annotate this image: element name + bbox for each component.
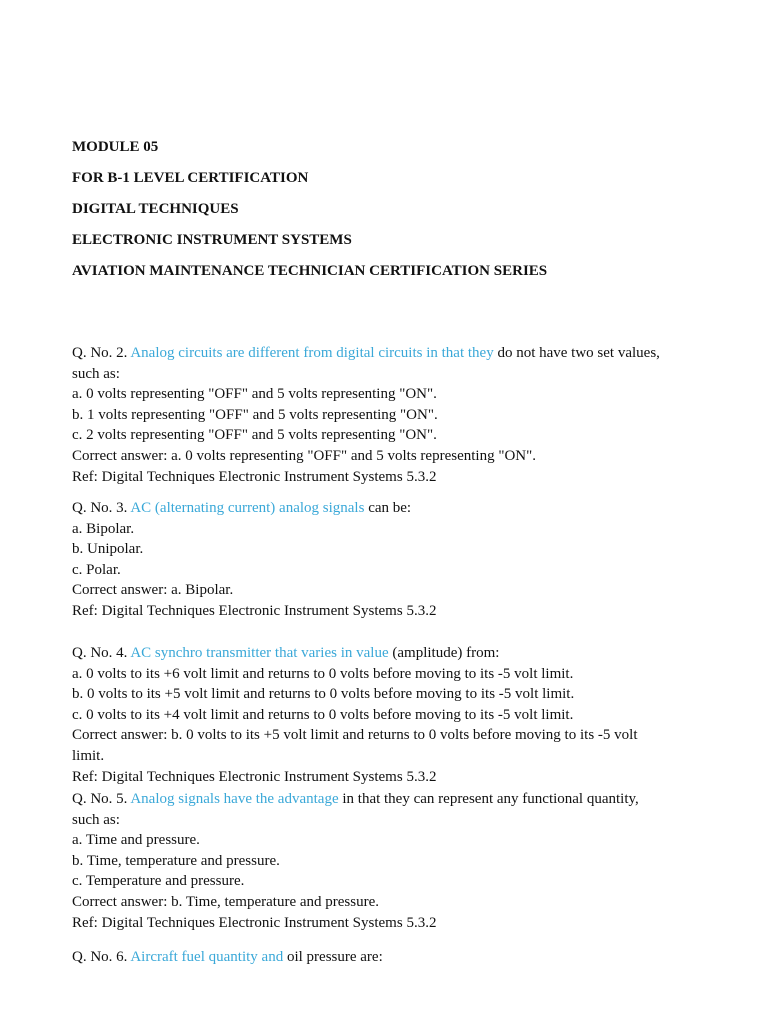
heading-topic: ELECTRONIC INSTRUMENT SYSTEMS [72,232,352,248]
question-4-ref: Ref: Digital Techniques Electronic Instrument Systems 5.3.2 [72,768,437,785]
question-5-stem-cont: such as: [72,811,120,828]
question-5-link[interactable]: Analog signals have the advantage [130,791,339,807]
question-5-option-b: b. Time, temperature and pressure. [72,852,280,869]
question-2-ref: Ref: Digital Techniques Electronic Instrument Systems 5.3.2 [72,468,437,485]
question-3-link[interactable]: AC (alternating current) analog signals [130,500,365,516]
question-2-answer: Correct answer: a. 0 volts representing "OFF" and 5 volts representing "ON". [72,447,536,464]
question-2-option-a: a. 0 volts representing "OFF" and 5 volts representing "ON". [72,386,437,403]
question-4-stem-rest: (amplitude) from: [388,645,500,661]
question-6-link[interactable]: Aircraft fuel quantity and [130,949,284,965]
heading-module: MODULE 05 [72,139,159,155]
question-4-number: Q. No. 4. [72,645,131,661]
question-4 [72,643,722,787]
question-4-answer: Correct answer: b. 0 volts to its +5 volt limit and returns to 0 volts before moving to its -5 volt [72,727,638,744]
question-6-stem-rest: oil pressure are: [283,949,383,965]
question-2-stem [72,343,722,364]
question-2 [72,343,722,487]
question-5 [72,789,722,933]
question-4-option-c: c. 0 volts to its +4 volt limit and returns to 0 volts before moving to its -5 volt limit. [72,706,574,723]
question-3-answer: Correct answer: a. Bipolar. [72,582,234,599]
question-3-stem [72,498,722,519]
heading-subject: DIGITAL TECHNIQUES [72,201,239,217]
question-5-stem [72,789,722,810]
question-2-link[interactable]: Analog circuits are different from digital circuits in that they [130,345,494,361]
question-3 [72,498,722,622]
heading-level: FOR B-1 LEVEL CERTIFICATION [72,170,309,186]
question-2-number: Q. No. 2. [72,345,131,361]
question-5-stem-rest: in that they can represent any functional quantity, [338,791,639,807]
question-3-number: Q. No. 3. [72,500,131,516]
question-3-stem-rest: can be: [364,500,412,516]
question-4-option-b: b. 0 volts to its +5 volt limit and returns to 0 volts before moving to its -5 volt limit. [72,686,575,703]
question-3-option-a: a. Bipolar. [72,520,135,537]
question-4-link[interactable]: AC synchro transmitter that varies in value [130,645,389,661]
heading-series: AVIATION MAINTENANCE TECHNICIAN CERTIFICATION SERIES [72,263,548,279]
question-3-ref: Ref: Digital Techniques Electronic Instrument Systems 5.3.2 [72,602,437,619]
question-3-option-b: b. Unipolar. [72,541,144,558]
question-5-answer: Correct answer: b. Time, temperature and pressure. [72,893,379,910]
question-5-option-a: a. Time and pressure. [72,832,200,849]
question-4-stem [72,643,722,664]
question-3-option-c: c. Polar. [72,561,121,578]
question-4-option-a: a. 0 volts to its +6 volt limit and returns to 0 volts before moving to its -5 volt limit. [72,665,574,682]
question-4-answer-cont: limit. [72,747,105,764]
question-6-number: Q. No. 6. [72,949,131,965]
question-5-option-c: c. Temperature and pressure. [72,873,245,890]
question-2-option-b: b. 1 volts representing "OFF" and 5 volts representing "ON". [72,406,438,423]
question-2-option-c: c. 2 volts representing "OFF" and 5 volts representing "ON". [72,427,437,444]
question-6-stem [72,947,722,968]
question-5-number: Q. No. 5. [72,791,131,807]
question-6 [72,947,722,968]
question-2-stem-rest: do not have two set values, [493,345,660,361]
question-5-ref: Ref: Digital Techniques Electronic Instrument Systems 5.3.2 [72,914,437,931]
question-2-stem-cont: such as: [72,365,120,382]
